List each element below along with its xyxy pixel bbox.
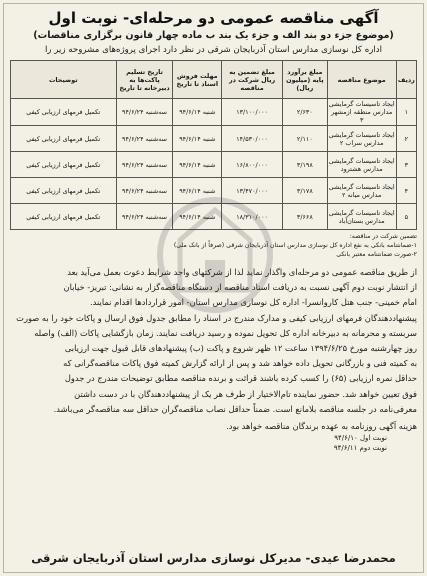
table-row [11, 178, 417, 204]
cell-submission-deadline: سه‌شنبه ۹۴/۶/۲۴ [116, 152, 173, 178]
cell-base-estimate: ۲/۱۱۰ [283, 126, 328, 152]
notice-subtitle: (موضوع جزء دو بند الف و جزء یک بند ب ماده چهار قانون برگزاری مناقصات) [33, 30, 394, 41]
cell-sale-deadline: شنبه ۹۴/۶/۱۴ [173, 99, 222, 126]
body-line: سربسته و محرمانه به دبیرخانه اداره کل تحویل نموده و رسید دریافت نمایند. زمان بازگشایی پاکات (الف) واصله [34, 327, 417, 338]
cell-notes: تکمیل فرمهای ارزیابی کیفی [11, 99, 117, 126]
cell-index: ۲ [396, 126, 416, 152]
cell-guarantee: ۱۳/۱۰۰/۰۰۰ [222, 99, 283, 126]
cell-index: ۱ [396, 99, 416, 126]
body-line: حداقل نمره ارزیابی (۶۵) را کسب کرده باشند قرائت و برنده مناقصه مطابق توضیحات مندرج در جدول [64, 373, 417, 384]
cell-submission-deadline: سه‌شنبه ۹۴/۶/۲۴ [116, 204, 173, 230]
cell-sale-deadline: شنبه ۹۴/۶/۱۴ [173, 204, 222, 230]
table-row [11, 152, 417, 178]
guarantee-notes-title: تضمین شرکت در مناقصه: [349, 233, 417, 240]
col-header-base-estimate: مبلغ برآورد پایه (میلیون ریال) [283, 61, 328, 99]
notice-title: آگهی مناقصه عمومی دو مرحله‌ای- نوبت اول [48, 9, 379, 27]
cell-guarantee: ۱۳/۴۷۰/۰۰۰ [222, 178, 283, 204]
ad-cost-note: هزینه آگهی روزنامه به عهده برندگان مناقصه خواهد بود. [226, 421, 417, 432]
cell-base-estimate: ۳/۶۶۸ [283, 204, 328, 230]
table-row [11, 204, 417, 230]
cell-base-estimate: ۳/۱۹۸ [283, 152, 328, 178]
tender-table [10, 60, 417, 230]
cell-subject: ایجاد تاسیسات گرمایشی مدارس هشترود [327, 152, 396, 178]
cell-guarantee: ۱۶/۸۰۰/۰۰۰ [222, 152, 283, 178]
table-row [11, 99, 417, 126]
body-line: از انتشار نوبت دوم آگهی نسبت به دریافت اسناد مناقصه از دستگاه مناقصه‌گزار به نشانی: تبریز- خیابان [63, 282, 417, 293]
cell-guarantee: ۱۴/۵۳۰/۰۰۰ [222, 126, 283, 152]
col-header-notes: توضیحات [11, 61, 117, 99]
cell-base-estimate: ۲/۶۳۰ [283, 99, 328, 126]
publication-first: نوبت اول ۹۴/۶/۱۰ [334, 434, 387, 443]
cell-index: ۳ [396, 152, 416, 178]
guarantee-notes [10, 232, 417, 259]
cell-notes: تکمیل فرمهای ارزیابی کیفی [11, 152, 117, 178]
cell-base-estimate: ۳/۱۷۸ [283, 178, 328, 204]
body-line: پیشنهاددهندگان فرمهای ارزیابی کیفی و مدارک مندرج در اسناد را مطابق جدول فوق ارسال و پاکات خود را به صورت [16, 312, 417, 323]
cell-sale-deadline: شنبه ۹۴/۶/۱۴ [173, 178, 222, 204]
cell-subject: ایجاد تاسیسات گرمایشی مدارس بستان‌آباد [327, 204, 396, 230]
body-line: فوق تعیین خواهد شد. حضور نماینده تام‌الاختیار از طرف هر یک از پیشنهاددهندگان با در دست داشتن [74, 388, 417, 399]
table-row [11, 126, 417, 152]
guarantee-note-item: ۲-صورت ضمانتنامه معتبر بانکی [336, 251, 417, 258]
cell-submission-deadline: سه‌شنبه ۹۴/۶/۲۴ [116, 126, 173, 152]
cell-notes: تکمیل فرمهای ارزیابی کیفی [11, 126, 117, 152]
table-header-row [11, 61, 417, 99]
publication-second: نوبت دوم ۹۴/۶/۱۱ [333, 444, 387, 453]
col-header-submission-deadline: تاریخ تسلیم پاکت‌ها به دبیرخانه تا تاریخ [116, 61, 173, 99]
signature-line: محمدرضا عیدی- مدیرکل نوسازی مدارس استان آذربایجان شرقی [31, 551, 396, 565]
body-line: معرفی‌نامه در جلسه مناقصه بلامانع است. ضمناً حداقل نصاب مناقصه‌گران حداقل سه مناقصه‌گر می‌باشد. [53, 403, 417, 414]
cell-sale-deadline: شنبه ۹۴/۶/۱۴ [173, 152, 222, 178]
body-line: امام خمینی- جنب هتل کاروانسرا- اداره کل نوسازی مدارس استان- امور قراردادها اقدام نمایند. [90, 297, 417, 308]
body-line: به کمیته فنی و بازرگانی تحویل داده خواهد شد و پس از ارائه گزارش کمیته فوق پاکات مناقصه‌گرانی که [63, 358, 417, 369]
cell-submission-deadline: سه‌شنبه ۹۴/۶/۲۴ [116, 178, 173, 204]
col-header-index: ردیف [396, 61, 416, 99]
body-line: روز چهارشنبه مورخ ۱۳۹۴/۶/۲۵ ساعت ۱۲ ظهر شروع و پاکت (ب) پیشنهادهای قابل قبول جهت ارزیابی [64, 343, 417, 354]
col-header-guarantee: مبلغ تضمین به ریال شرکت در مناقصه [222, 61, 283, 99]
cell-guarantee: ۱۸/۳۱۰/۰۰۰ [222, 204, 283, 230]
body-line: از طریق مناقصه عمومی دو مرحله‌ای واگذار نماید لذا از شرکتهای واجد شرایط دعوت بعمل می‌آید بعد [67, 267, 417, 277]
guarantee-note-item: ۱-ضمانتنامه بانکی به نفع اداره کل نوسازی مدارس استان آذربایجان شرقی (صرفاً از بانک ملی) [173, 242, 417, 249]
cell-submission-deadline: سه‌شنبه ۹۴/۶/۲۴ [116, 99, 173, 126]
cell-index: ۵ [396, 204, 416, 230]
cell-subject: ایجاد تاسیسات گرمایشی مدارس منطقه ازمشهر ۳ [328, 100, 395, 124]
cell-subject: ایجاد تاسیسات گرمایشی مدارس سراب ۲ [327, 126, 396, 152]
notice-body [10, 265, 417, 417]
col-header-subject: موضوع مناقصه [327, 61, 396, 99]
cell-notes: تکمیل فرمهای ارزیابی کیفی [11, 204, 117, 230]
cell-subject: ایجاد تاسیسات گرمایشی مدارس میانه ۲ [327, 178, 396, 204]
publication-dates [10, 433, 417, 453]
cell-notes: تکمیل فرمهای ارزیابی کیفی [11, 178, 117, 204]
tender-notice [3, 3, 424, 573]
col-header-sale-deadline: مهلت فروش اسناد تا تاریخ [173, 61, 222, 99]
cell-index: ۴ [396, 178, 416, 204]
cell-sale-deadline: شنبه ۹۴/۶/۱۴ [173, 126, 222, 152]
notice-intro: اداره کل نوسازی مدارس استان آذربایجان شرقی در نظر دارد اجرای پروژه‌های مشروحه زیر را [45, 45, 382, 55]
